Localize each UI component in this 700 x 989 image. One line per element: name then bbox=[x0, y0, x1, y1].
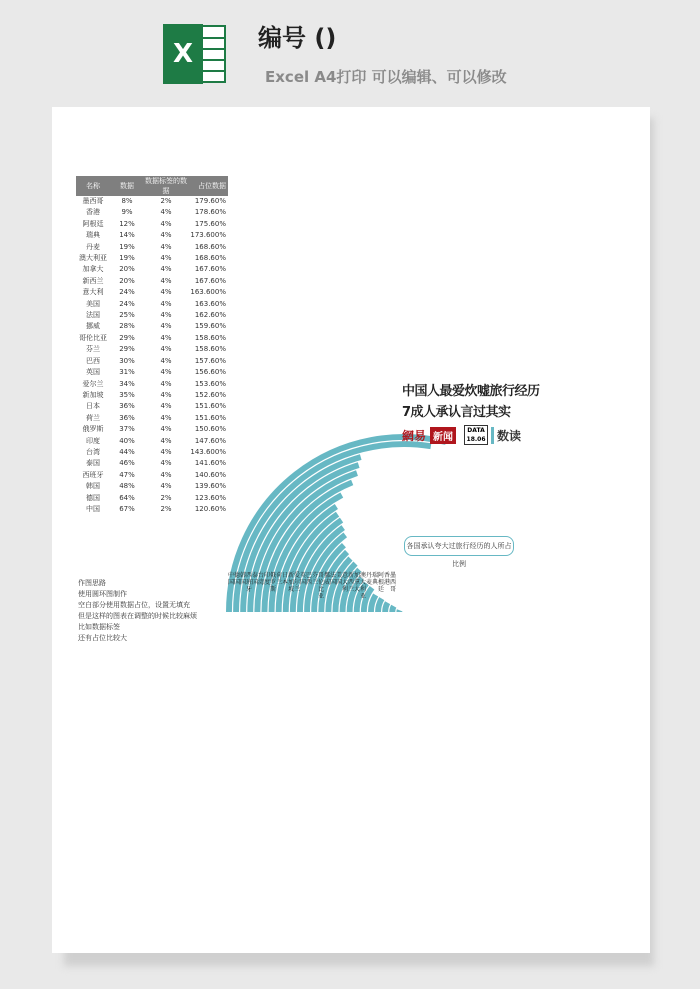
category-label: 台湾 bbox=[258, 572, 265, 586]
data-logo-line2: 18.06 bbox=[466, 436, 486, 443]
table-cell: 4% bbox=[160, 482, 172, 491]
table-row bbox=[76, 424, 228, 435]
table-cell: 14% bbox=[119, 231, 135, 240]
table-cell: 36% bbox=[119, 402, 135, 411]
table-cell: 爱尔兰 bbox=[82, 379, 104, 388]
notes-block bbox=[78, 578, 197, 644]
table-cell: 47% bbox=[119, 470, 135, 479]
table-cell: 4% bbox=[160, 470, 172, 479]
note-line: 使用圆环图制作 bbox=[78, 590, 127, 598]
table-row bbox=[76, 436, 228, 447]
table-row bbox=[76, 379, 228, 390]
table-header: 数据 bbox=[110, 176, 144, 196]
category-label: 香港 bbox=[384, 572, 391, 586]
table-row bbox=[76, 390, 228, 401]
table-cell: 4% bbox=[160, 276, 172, 285]
table-cell: 4% bbox=[160, 447, 172, 456]
table-cell: 19% bbox=[119, 254, 135, 263]
bar-丹麦 bbox=[392, 606, 394, 612]
bar-澳大利亚 bbox=[385, 603, 387, 612]
table-cell: 韩国 bbox=[86, 482, 100, 491]
table-cell: 167.60% bbox=[194, 276, 226, 285]
category-label: 印度 bbox=[264, 572, 271, 586]
table-row bbox=[76, 413, 228, 424]
category-label: 巴西 bbox=[306, 572, 313, 586]
table-cell: 4% bbox=[160, 311, 172, 320]
note-line: 作图思路 bbox=[78, 579, 106, 587]
shudu-logo: 数读 bbox=[491, 427, 521, 444]
header bbox=[0, 0, 700, 100]
table-row bbox=[76, 310, 228, 321]
category-label: 美国 bbox=[336, 572, 343, 586]
table-row bbox=[76, 447, 228, 458]
table-cell: 法国 bbox=[86, 311, 100, 320]
category-label: 新加坡 bbox=[288, 572, 295, 593]
table-cell: 168.60% bbox=[194, 254, 226, 263]
table-cell: 30% bbox=[119, 356, 135, 365]
note-line: 比如数据标签 bbox=[78, 623, 120, 631]
data-table bbox=[76, 176, 228, 515]
table-cell: 168.60% bbox=[194, 242, 226, 251]
table-cell: 加拿大 bbox=[82, 265, 104, 274]
category-label: 澳大利亚 bbox=[360, 572, 367, 600]
table-row bbox=[76, 242, 228, 253]
table-row bbox=[76, 287, 228, 298]
table-cell: 挪威 bbox=[86, 322, 100, 331]
table-cell: 28% bbox=[119, 322, 135, 331]
table-cell: 新西兰 bbox=[82, 276, 104, 285]
table-cell: 4% bbox=[160, 436, 172, 445]
table-cell: 4% bbox=[160, 265, 172, 274]
table-cell: 19% bbox=[119, 242, 135, 251]
category-label: 俄罗斯 bbox=[270, 572, 277, 593]
category-label: 墨西哥 bbox=[390, 572, 397, 593]
table-row bbox=[76, 481, 228, 492]
table-cell: 48% bbox=[119, 482, 135, 491]
table-cell: 4% bbox=[160, 208, 172, 217]
table-cell: 2% bbox=[160, 504, 172, 513]
table-cell: 64% bbox=[119, 493, 135, 502]
table-cell: 159.60% bbox=[194, 322, 226, 331]
category-label: 泰国 bbox=[252, 572, 259, 586]
table-cell: 4% bbox=[160, 322, 172, 331]
table-cell: 123.60% bbox=[194, 493, 226, 502]
category-label: 日本 bbox=[282, 572, 289, 586]
table-cell: 4% bbox=[160, 288, 172, 297]
table-cell: 阿根廷 bbox=[82, 219, 104, 228]
table-cell: 173.600% bbox=[190, 231, 226, 240]
table-cell: 143.600% bbox=[190, 447, 226, 456]
table-cell: 4% bbox=[160, 425, 172, 434]
table-cell: 24% bbox=[119, 299, 135, 308]
table-row bbox=[76, 276, 228, 287]
table-cell: 12% bbox=[119, 219, 135, 228]
table-cell: 44% bbox=[119, 447, 135, 456]
table-header: 名称 bbox=[76, 176, 110, 196]
table-cell: 4% bbox=[160, 333, 172, 342]
table-cell: 巴西 bbox=[86, 356, 100, 365]
table-cell: 178.60% bbox=[194, 208, 226, 217]
table-cell: 香港 bbox=[86, 208, 100, 217]
table-row bbox=[76, 253, 228, 264]
netease-logo: 網易 bbox=[402, 428, 427, 443]
table-cell: 152.60% bbox=[194, 390, 226, 399]
data-logo bbox=[464, 425, 488, 445]
table-cell: 4% bbox=[160, 345, 172, 354]
table-cell: 31% bbox=[119, 368, 135, 377]
table-cell: 141.60% bbox=[194, 459, 226, 468]
table-cell: 140.60% bbox=[194, 470, 226, 479]
table-cell: 意大利 bbox=[82, 288, 104, 297]
radial-bar-chart bbox=[224, 307, 584, 612]
table-cell: 4% bbox=[160, 299, 172, 308]
document-subtitle: Excel A4打印 可以编辑、可以修改 bbox=[265, 68, 507, 86]
table-row bbox=[76, 264, 228, 275]
note-line: 还有占位比较大 bbox=[78, 634, 127, 642]
table-row bbox=[76, 470, 228, 481]
paper-page bbox=[52, 107, 650, 953]
category-label: 瑞典 bbox=[372, 572, 379, 586]
data-logo-line1: DATA bbox=[467, 427, 485, 434]
table-cell: 163.600% bbox=[190, 288, 226, 297]
category-label: 新西兰 bbox=[348, 572, 355, 593]
table-cell: 4% bbox=[160, 254, 172, 263]
table-cell: 台湾 bbox=[86, 447, 100, 456]
category-label: 挪威 bbox=[324, 572, 331, 586]
table-cell: 2% bbox=[160, 197, 172, 205]
note-line: 但是这样的图表在调整的时候比较麻烦 bbox=[78, 612, 197, 620]
table-cell: 俄罗斯 bbox=[82, 425, 104, 434]
table-cell: 4% bbox=[160, 402, 172, 411]
category-label: 韩国 bbox=[240, 572, 247, 586]
table-cell: 147.60% bbox=[194, 436, 226, 445]
category-label: 德国 bbox=[234, 572, 241, 586]
table-cell: 4% bbox=[160, 242, 172, 251]
table-cell: 8% bbox=[121, 197, 133, 205]
table-cell: 46% bbox=[119, 459, 135, 468]
document-title: 编号 () bbox=[258, 24, 337, 52]
table-row bbox=[76, 344, 228, 355]
table-cell: 4% bbox=[160, 390, 172, 399]
table-cell: 泰国 bbox=[86, 459, 100, 468]
table-cell: 20% bbox=[119, 276, 135, 285]
category-label: 意大利 bbox=[342, 572, 349, 593]
category-label: 加拿大 bbox=[354, 572, 361, 593]
table-cell: 29% bbox=[119, 345, 135, 354]
table-row bbox=[76, 299, 228, 310]
category-label: 丹麦 bbox=[366, 572, 373, 586]
table-cell: 4% bbox=[160, 379, 172, 388]
table-cell: 40% bbox=[119, 436, 135, 445]
table-cell: 西班牙 bbox=[82, 470, 104, 479]
table-row bbox=[76, 458, 228, 469]
table-cell: 芬兰 bbox=[86, 345, 100, 354]
table-cell: 34% bbox=[119, 379, 135, 388]
table-cell: 67% bbox=[119, 504, 135, 513]
table-header: 数据标签的数据 bbox=[145, 177, 187, 195]
table-cell: 158.60% bbox=[194, 345, 226, 354]
table-cell: 20% bbox=[119, 265, 135, 274]
category-label: 法国 bbox=[330, 572, 337, 586]
table-cell: 4% bbox=[160, 459, 172, 468]
table-header: 占位数据 bbox=[188, 176, 228, 196]
category-label: 英国 bbox=[300, 572, 307, 586]
table-cell: 151.60% bbox=[194, 413, 226, 422]
table-row bbox=[76, 219, 228, 230]
table-cell: 德国 bbox=[86, 493, 100, 502]
category-label: 中国 bbox=[228, 572, 235, 586]
table-cell: 4% bbox=[160, 368, 172, 377]
table-row bbox=[76, 401, 228, 412]
bar-加拿大 bbox=[378, 599, 382, 612]
note-line: 空白部分使用数据占位，设置无填充 bbox=[78, 601, 190, 609]
brand-logos bbox=[402, 425, 521, 445]
table-row bbox=[76, 356, 228, 367]
table-cell: 24% bbox=[119, 288, 135, 297]
table-cell: 162.60% bbox=[194, 311, 226, 320]
table-cell: 4% bbox=[160, 219, 172, 228]
category-label: 阿根廷 bbox=[378, 572, 385, 593]
table-cell: 156.60% bbox=[194, 368, 226, 377]
table-cell: 丹麦 bbox=[86, 242, 100, 251]
table-cell: 163.60% bbox=[194, 299, 226, 308]
excel-icon-letter: X bbox=[172, 39, 194, 69]
table-cell: 157.60% bbox=[194, 356, 226, 365]
table-row bbox=[76, 504, 228, 515]
table-body bbox=[76, 196, 228, 515]
table-row bbox=[76, 321, 228, 332]
table-row bbox=[76, 196, 228, 207]
category-label: 哥伦比亚 bbox=[318, 572, 325, 600]
table-row bbox=[76, 367, 228, 378]
table-cell: 175.60% bbox=[194, 219, 226, 228]
table-cell: 荷兰 bbox=[86, 413, 100, 422]
table-cell: 中国 bbox=[86, 504, 100, 513]
table-cell: 澳大利亚 bbox=[79, 254, 107, 263]
table-cell: 瑞典 bbox=[86, 231, 100, 240]
table-cell: 4% bbox=[160, 231, 172, 240]
chart-title bbox=[402, 381, 540, 423]
table-cell: 英国 bbox=[86, 368, 100, 377]
table-cell: 139.60% bbox=[194, 482, 226, 491]
table-cell: 墨西哥 bbox=[82, 197, 104, 205]
table-cell: 美国 bbox=[86, 299, 100, 308]
chart-title-line2: 7成人承认言过其实 bbox=[402, 405, 511, 420]
table-cell: 哥伦比亚 bbox=[79, 333, 107, 342]
table-cell: 37% bbox=[119, 425, 135, 434]
table-row bbox=[76, 207, 228, 218]
table-header-row bbox=[76, 176, 228, 196]
category-label: 芬兰 bbox=[312, 572, 319, 586]
table-cell: 印度 bbox=[86, 436, 100, 445]
table-cell: 25% bbox=[119, 311, 135, 320]
chart-annotation: 各国承认夸大过旅行经历的人所占比例 bbox=[404, 536, 514, 556]
bar-新西兰 bbox=[371, 595, 376, 612]
table-cell: 158.60% bbox=[194, 333, 226, 342]
table-cell: 36% bbox=[119, 413, 135, 422]
excel-icon bbox=[163, 22, 227, 86]
table-cell: 179.60% bbox=[194, 197, 226, 205]
table-cell: 新加坡 bbox=[82, 390, 104, 399]
category-label: 西班牙 bbox=[246, 572, 253, 593]
category-label: 爱尔兰 bbox=[294, 572, 301, 593]
table-cell: 日本 bbox=[86, 402, 100, 411]
table-row bbox=[76, 333, 228, 344]
table-cell: 2% bbox=[160, 493, 172, 502]
table-cell: 4% bbox=[160, 413, 172, 422]
table-cell: 167.60% bbox=[194, 265, 226, 274]
table-cell: 29% bbox=[119, 333, 135, 342]
news-logo: 新闻 bbox=[430, 427, 456, 444]
table-cell: 151.60% bbox=[194, 402, 226, 411]
category-label: 荷兰 bbox=[276, 572, 283, 586]
table-row bbox=[76, 493, 228, 504]
table-cell: 153.60% bbox=[194, 379, 226, 388]
table-row bbox=[76, 230, 228, 241]
table-cell: 9% bbox=[121, 208, 133, 217]
table-cell: 120.60% bbox=[194, 504, 226, 513]
table-cell: 4% bbox=[160, 356, 172, 365]
table-cell: 35% bbox=[119, 390, 135, 399]
chart-title-line1: 中国人最爱炊嘘旅行经历 bbox=[402, 384, 540, 399]
table-cell: 150.60% bbox=[194, 425, 226, 434]
